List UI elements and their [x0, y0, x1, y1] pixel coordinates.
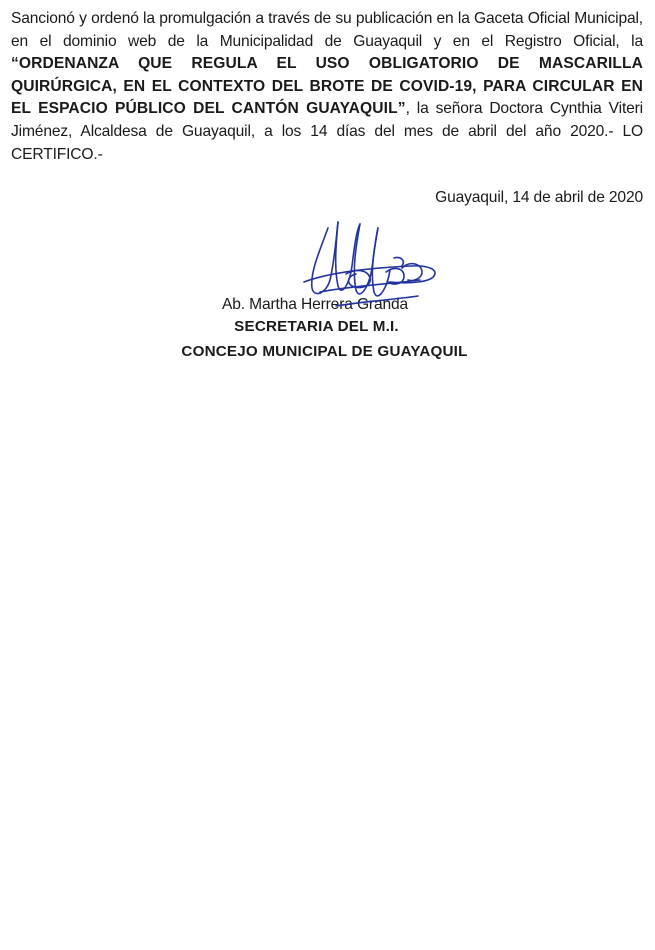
signer-title-line1: SECRETARIA DEL M.I. [234, 318, 399, 335]
paragraph-intro: Sancionó y ordenó la promulgación a través de su publicación en la Gaceta Oficial Municipal, en el dominio web de la Municipalidad de Guayaquil y en el Registro Oficial, la [11, 10, 643, 50]
signer-name: Ab. Martha Herrera Granda [222, 296, 409, 313]
ordinance-title: “ORDENANZA QUE REGULA EL USO OBLIGATORIO DE MASCARILLA QUIRÚRGICA, EN EL CONTEXTO DEL BROTE DE COVID-19, PARA CIRCULAR EN EL ESPACIO PÚBLICO DEL CANTÓN GUAYAQUIL” [11, 55, 643, 118]
certification-paragraph [11, 8, 643, 166]
place-date-line: Guayaquil, 14 de abril de 2020 [435, 189, 643, 206]
signer-title-line2: CONCEJO MUNICIPAL DE GUAYAQUIL [181, 343, 468, 360]
paragraph-closing: , la señora Doctora Cynthia Viteri Jiménez, Alcaldesa de Guayaquil, a los 14 días del mes de abril del año 2020.- LO CERTIFICO.- [11, 100, 644, 163]
signature-icon [290, 210, 450, 320]
